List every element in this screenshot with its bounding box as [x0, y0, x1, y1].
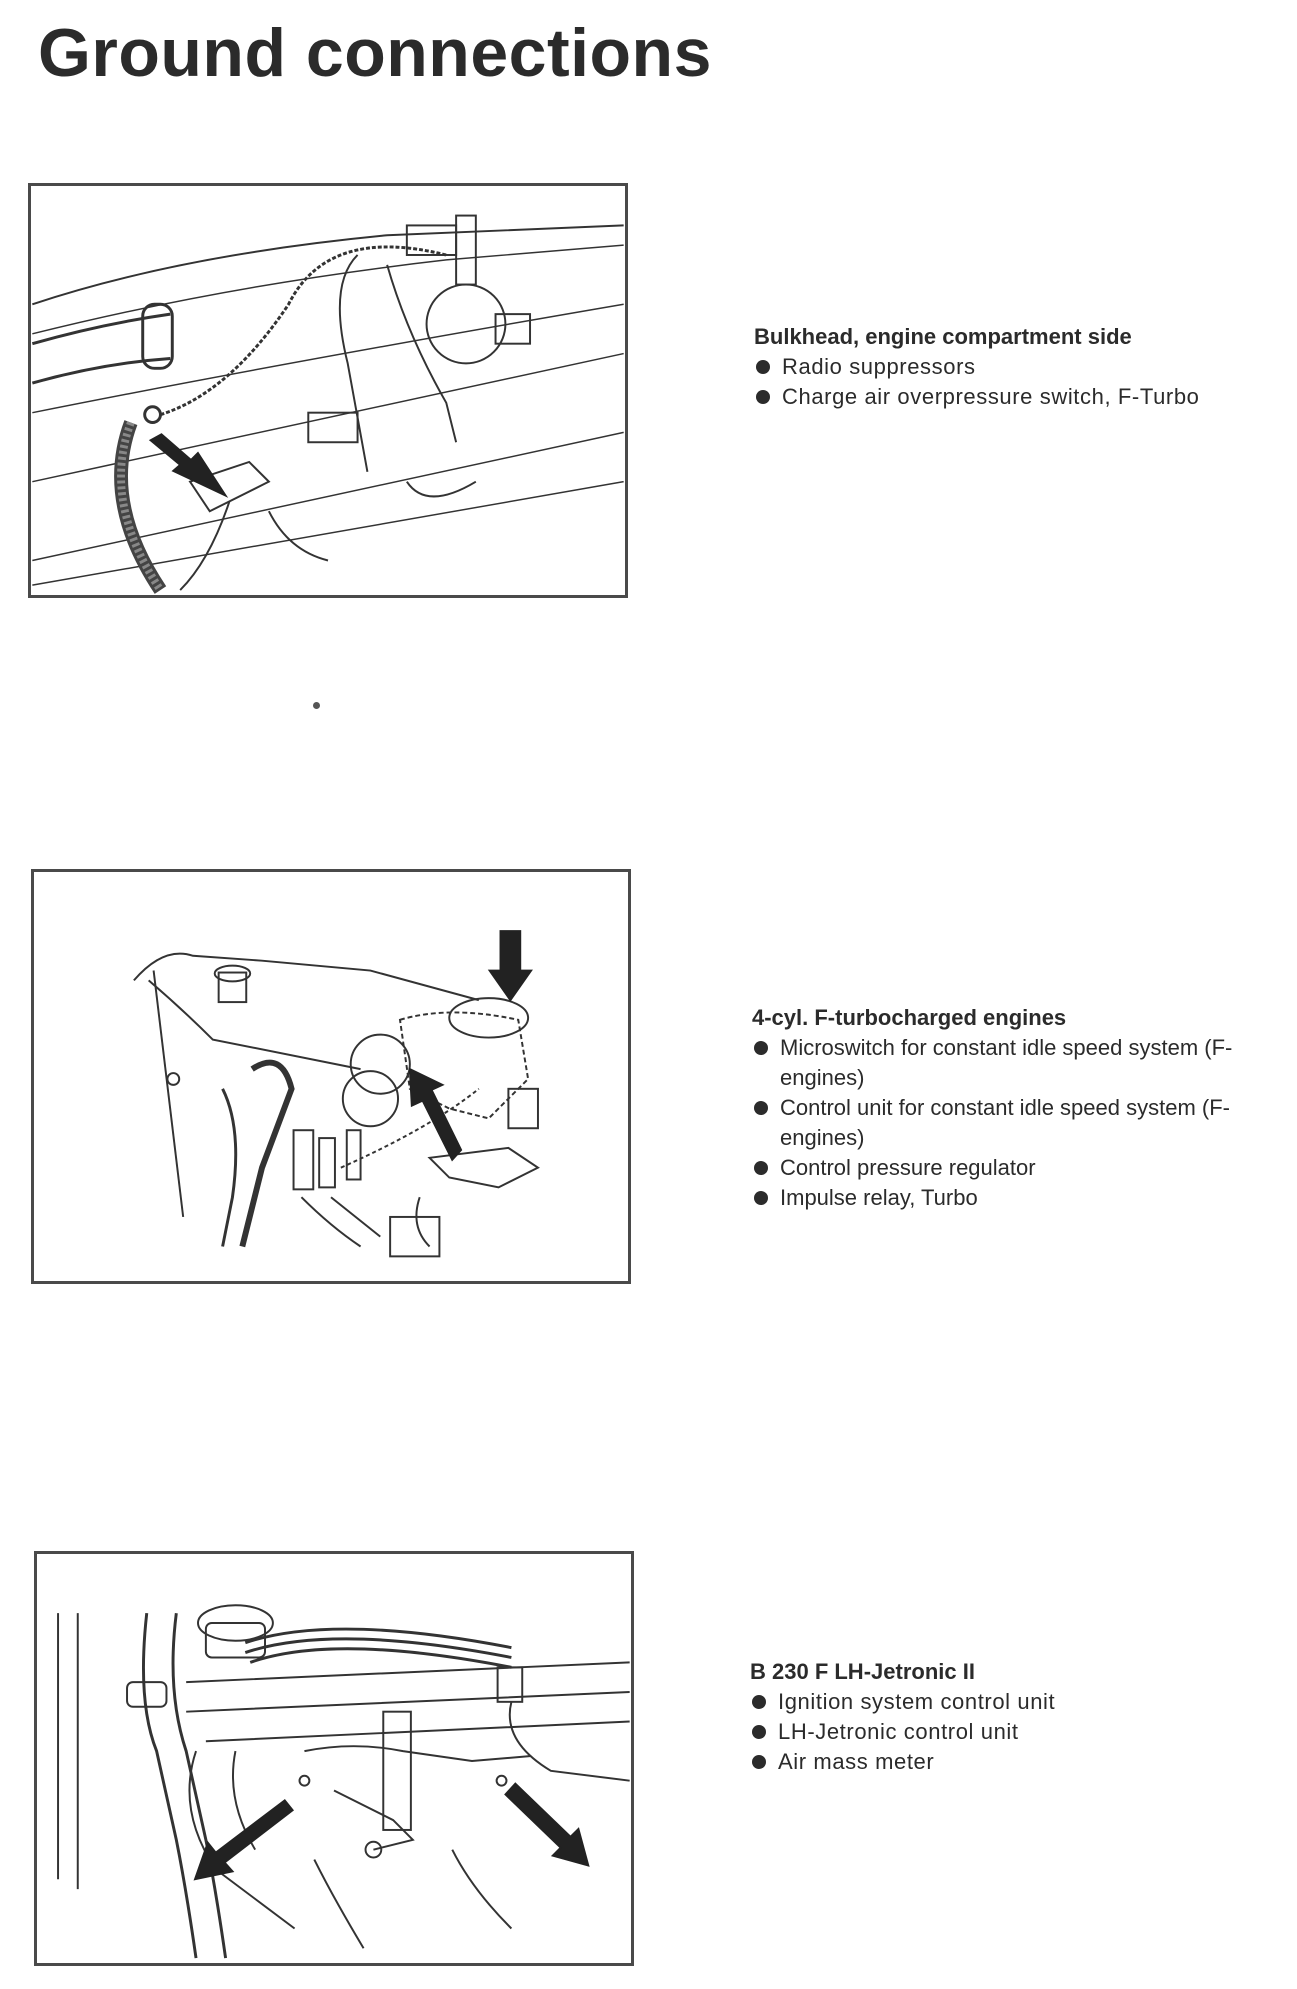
- list-item: Charge air overpressure switch, F-Turbo: [754, 382, 1274, 412]
- section-heading: B 230 F LH-Jetronic II: [750, 1659, 975, 1684]
- arrow-icon: [410, 1069, 461, 1160]
- list-item: Microswitch for constant idle speed system (F-engines): [752, 1033, 1282, 1093]
- list-item: Control unit for constant idle speed system (F-engines): [752, 1093, 1282, 1153]
- caption-lh-jetronic: [750, 1657, 1270, 1777]
- list-item: Radio suppressors: [754, 352, 1274, 382]
- list-item: Air mass meter: [750, 1747, 1270, 1777]
- list-item: Control pressure regulator: [752, 1153, 1282, 1183]
- section-heading: Bulkhead, engine compartment side: [754, 324, 1132, 349]
- list-item: Impulse relay, Turbo: [752, 1183, 1282, 1213]
- figure-turbo-engine: [31, 869, 631, 1284]
- item-list: [754, 352, 1274, 412]
- arrow-icon: [151, 434, 226, 495]
- print-speck: [313, 702, 320, 709]
- lh-jetronic-engine-illustration: [37, 1554, 631, 1963]
- item-list: [752, 1033, 1282, 1213]
- item-list: [750, 1687, 1270, 1777]
- arrow-icon: [505, 1784, 588, 1866]
- list-item: LH-Jetronic control unit: [750, 1717, 1270, 1747]
- turbo-engine-illustration: [34, 872, 628, 1281]
- list-item: Ignition system control unit: [750, 1687, 1270, 1717]
- arrow-down-icon: [490, 931, 531, 1000]
- caption-bulkhead: [754, 322, 1274, 412]
- caption-turbo-engine: [752, 1003, 1282, 1213]
- bulkhead-illustration: [31, 186, 625, 595]
- page-title: Ground connections: [38, 15, 712, 91]
- section-heading: 4-cyl. F-turbocharged engines: [752, 1005, 1067, 1030]
- figure-bulkhead: [28, 183, 628, 598]
- figure-lh-jetronic: [34, 1551, 634, 1966]
- arrow-icon: [195, 1800, 293, 1879]
